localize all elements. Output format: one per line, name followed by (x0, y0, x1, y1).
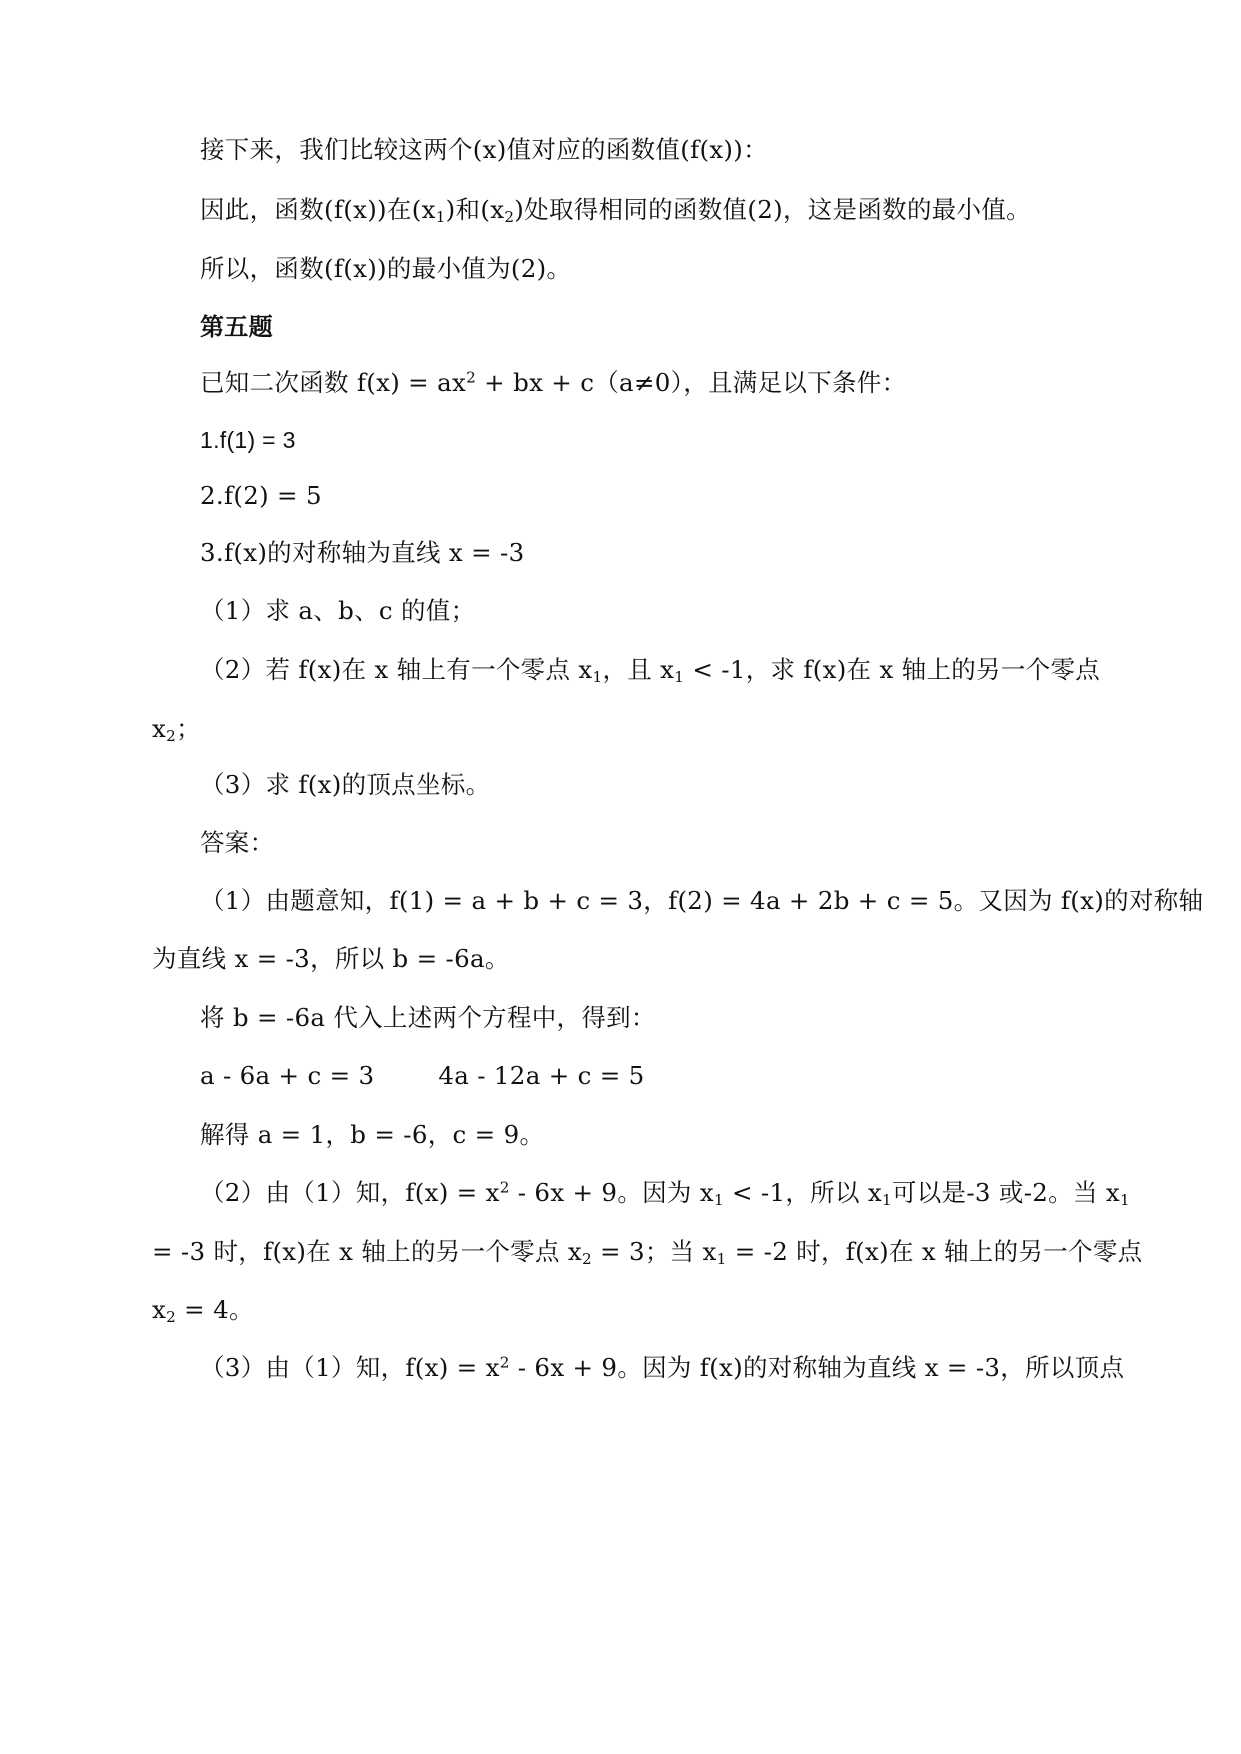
answer-label: 答案： (200, 828, 275, 857)
answer-1: （1）由题意知，f(1) = a + b + c = 3，f(2) = 4a + 2b + c = 5。又因为 f(x)的对称轴 (200, 886, 1204, 915)
text-line: 接下来，我们比较这两个(x)值对应的函数值(f(x))： (200, 135, 768, 164)
answer-2-end: $x_2 = 4$。 (152, 1295, 254, 1326)
condition-1: 1.f(1) = 3 (200, 427, 296, 453)
question-2: （2）若 f(x)在 x 轴上有一个零点 $x_1$，且 $x_1 < -1$，求 f(x)在 x 轴上的另一个零点 (200, 655, 1101, 686)
answer-3: （3）由（1）知，$f(x) = x^2 - 6x + 9$。因为 f(x)的对称轴为直线 x = -3，所以顶点 (200, 1353, 1125, 1382)
question-1: （1）求 a、b、c 的值； (200, 596, 476, 625)
equation-2: 4a - 12a + c = 5 (438, 1061, 645, 1090)
equation-1: a - 6a + c = 3 (200, 1061, 375, 1090)
question-2-cont: $x_2$； (152, 714, 201, 745)
section-heading: 第五题 (200, 312, 273, 341)
condition-3: 3.f(x)的对称轴为直线 x = -3 (200, 538, 525, 567)
question-3: （3）求 f(x)的顶点坐标。 (200, 770, 491, 799)
text-line: 因此，函数(f(x))在$(x_1)$和$(x_2)$处取得相同的函数值(2)，这是函数的最小值。 (200, 195, 1031, 226)
answer-1-sub: 将 b = -6a 代入上述两个方程中，得到： (200, 1003, 656, 1032)
equations (200, 1061, 645, 1091)
text-line: 所以，函数(f(x))的最小值为(2)。 (200, 254, 572, 283)
problem-statement: 已知二次函数 $f(x) = ax^2$ + bx + c（a≠0），且满足以下条件： (200, 368, 907, 397)
solution: 解得 a = 1，b = -6，c = 9。 (200, 1120, 545, 1149)
answer-2: （2）由（1）知，$f(x) = x^2 - 6x + 9$。因为 $x_1 < -1$，所以 $x_1$可以是-3 或-2。当 $x_1$ (200, 1178, 1130, 1209)
condition-2: 2.f(2) = 5 (200, 481, 322, 510)
answer-2-cont: = -3 时，f(x)在 x 轴上的另一个零点 $x_2 = 3$；当 $x_1 = -2$ 时，f(x)在 x 轴上的另一个零点 (152, 1237, 1143, 1268)
answer-1-cont: 为直线 x = -3，所以 b = -6a。 (152, 944, 510, 973)
